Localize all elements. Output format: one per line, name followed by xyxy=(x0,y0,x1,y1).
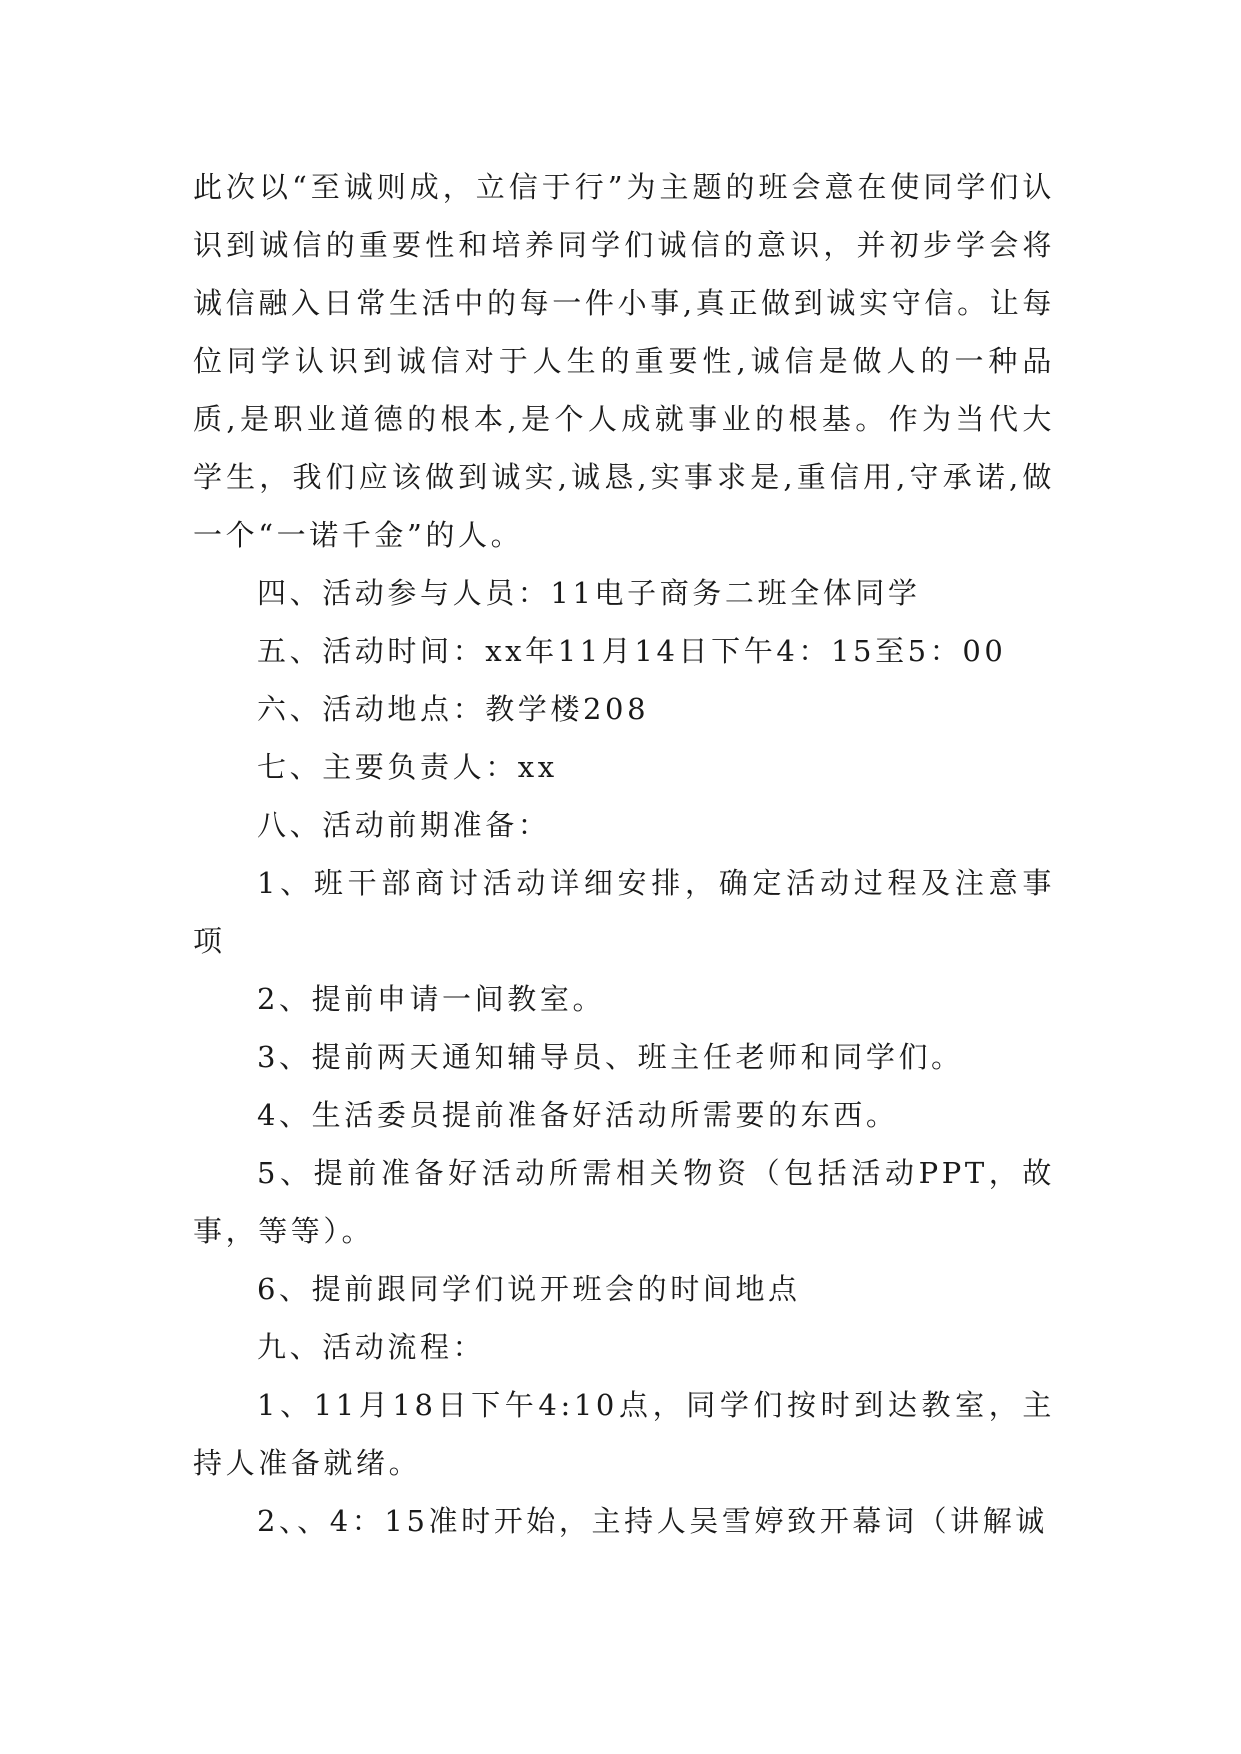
paragraph-intro: 此次以“至诚则成，立信于行”为主题的班会意在使同学们认识到诚信的重要性和培养同学们诚信的意识，并初步学会将诚信融入日常生活中的每一件小事,真正做到诚实守信。让每位同学认识到诚信对于人生的重要性,诚信是做人的一种品质,是职业道德的根本,是个人成就事业的根基。作为当代大学生，我们应该做到诚实,诚恳,实事求是,重信用,守承诺,做一个“一诺千金”的人。 xyxy=(193,170,1055,552)
paragraph-prep-item-6: 6、提前跟同学们说开班会的时间地点 xyxy=(257,1272,801,1306)
paragraph-location: 六、活动地点：教学楼208 xyxy=(257,692,650,726)
paragraph-prep-item-5: 5、提前准备好活动所需相关物资（包括活动PPT，故事，等等）。 xyxy=(193,1156,1055,1248)
paragraph-prep-item-3: 3、提前两天通知辅导员、班主任老师和同学们。 xyxy=(257,1040,964,1074)
paragraph-prep-item-2: 2、提前申请一间教室。 xyxy=(257,982,606,1016)
paragraph-preparation-heading: 八、活动前期准备： xyxy=(257,808,551,842)
paragraph-participants: 四、活动参与人员：11电子商务二班全体同学 xyxy=(257,576,921,610)
paragraph-process-item-2: 2、、4：15准时开始，主持人吴雪婷致开幕词（讲解诚 xyxy=(257,1504,1048,1538)
paragraph-person-in-charge: 七、主要负责人：xx xyxy=(257,750,558,784)
paragraph-process-heading: 九、活动流程： xyxy=(257,1330,486,1364)
paragraph-prep-item-4: 4、生活委员提前准备好活动所需要的东西。 xyxy=(257,1098,899,1132)
paragraph-time: 五、活动时间：xx年11月14日下午4：15至5：00 xyxy=(257,634,1007,668)
paragraph-process-item-1: 1、11月18日下午4:10点，同学们按时到达教室，主持人准备就绪。 xyxy=(193,1388,1055,1480)
paragraph-prep-item-1: 1、班干部商讨活动详细安排，确定活动过程及注意事项 xyxy=(193,866,1055,958)
document-page xyxy=(193,158,1055,1550)
